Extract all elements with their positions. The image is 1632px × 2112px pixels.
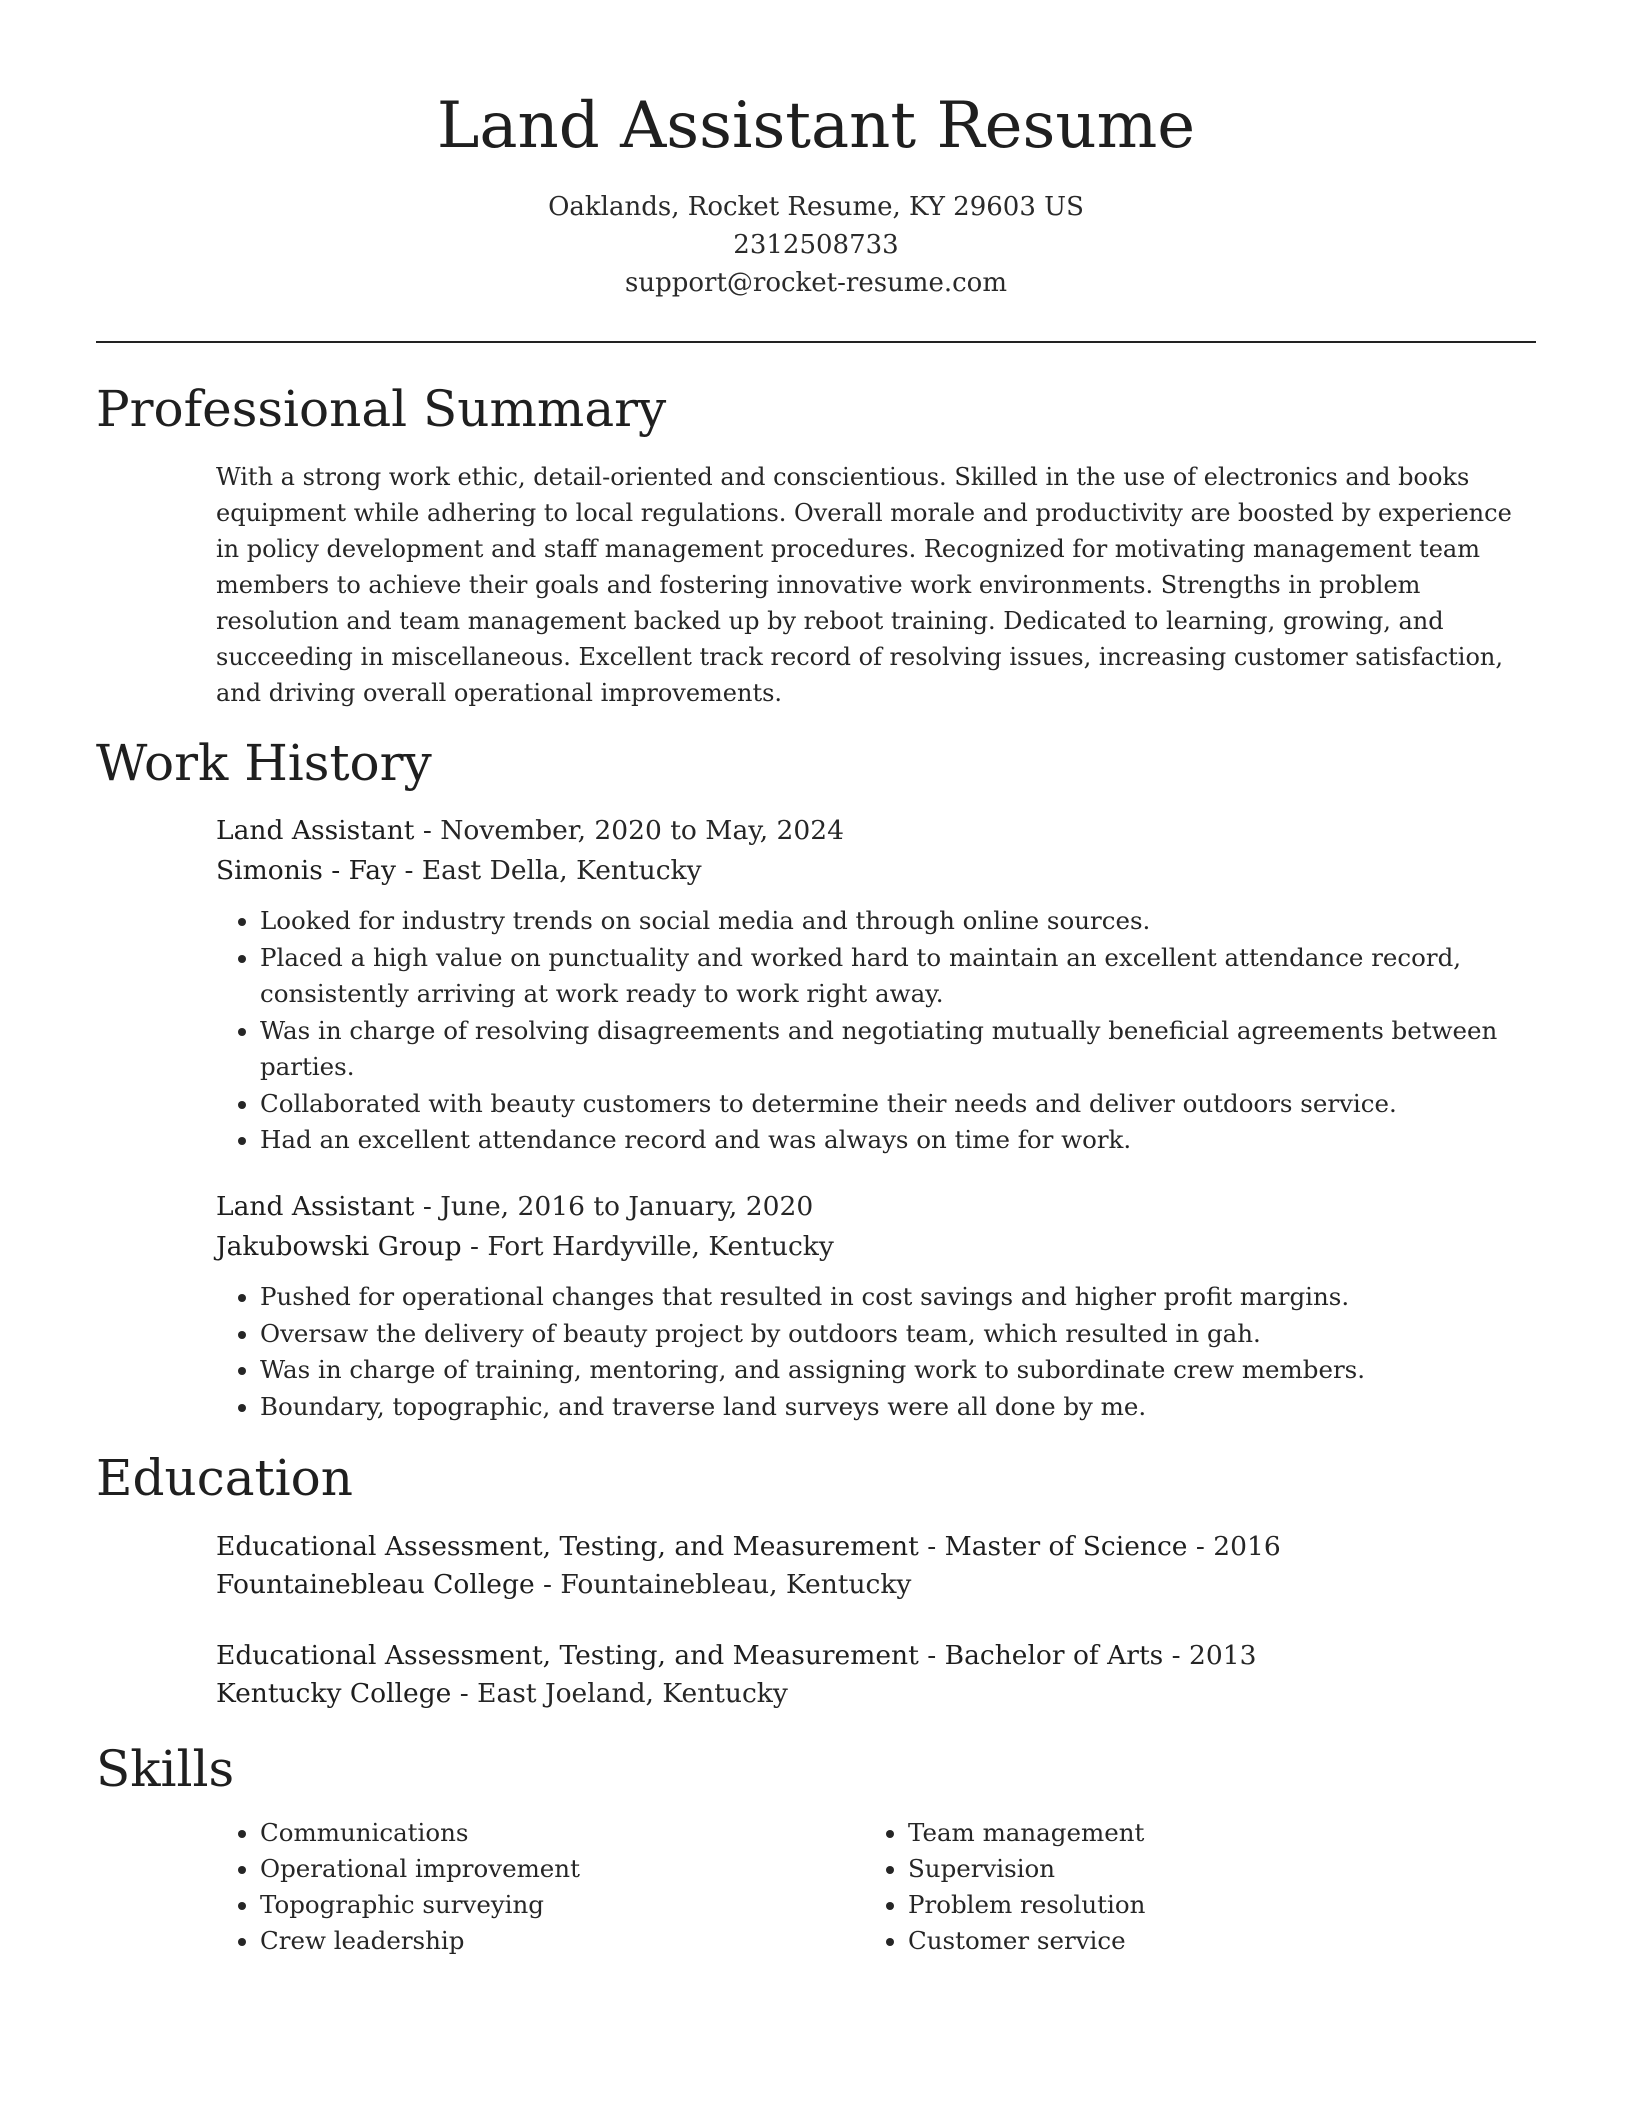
skills-column-left [216,1815,580,1959]
education-year: - 2016 [1187,1531,1281,1562]
summary-section [216,459,1528,711]
job-duty-item: • Placed a high value on punctuality and worked hard to maintain an excellent attendance record, consistently arriving at work ready to work right away. [260,940,1536,1013]
education-degree: Master of Science [944,1531,1188,1562]
skills-heading: Skills [96,1740,235,1798]
summary-heading: Professional Summary [96,380,667,438]
skill-item: • Team management [908,1815,1145,1851]
education-separator: - [918,1531,945,1562]
education-location: - East Joeland, Kentucky [451,1678,788,1709]
education-school: Fountainebleau College [216,1569,535,1600]
job-role: Land Assistant [216,1191,415,1222]
resume-title: Land Assistant Resume [436,89,1196,163]
skills-list [864,1815,1145,1959]
education-degree: Bachelor of Arts [944,1640,1164,1671]
address-line: Oaklands, Rocket Resume, KY 29603 US [548,192,1084,222]
job-company-line [216,1227,1536,1267]
skill-item: • Operational improvement [260,1851,580,1887]
job-location: - East Della, Kentucky [396,855,702,886]
job-entry [216,1187,1536,1425]
skills-column-right [864,1815,1145,1959]
education-degree-line [216,1528,1536,1566]
job-duty-item: • Had an excellent attendance record and was always on time for work. [260,1122,1536,1159]
education-location: - Fountainebleau, Kentucky [534,1569,912,1600]
education-school: Kentucky College [216,1678,452,1709]
job-company: Simonis - Fay [216,855,397,886]
job-duty-item: • Was in charge of resolving disagreements and negotiating mutually beneficial agreements between parties. [260,1013,1536,1086]
education-school-line [216,1566,1536,1604]
education-heading: Education [96,1449,353,1507]
header-divider [96,341,1536,343]
job-duty-item: • Boundary, topographic, and traverse land surveys were all done by me. [260,1389,1536,1426]
job-duty-item: • Pushed for operational changes that resulted in cost savings and higher profit margins. [260,1279,1536,1316]
phone-line: 2312508733 [733,230,899,260]
education-field: Educational Assessment, Testing, and Measurement [216,1640,919,1671]
education-degree-line [216,1637,1536,1675]
skill-item: • Supervision [908,1851,1145,1887]
job-company-line [216,851,1536,891]
job-title-line [216,811,1536,851]
work-history-heading: Work History [96,734,432,792]
education-entry [216,1637,1536,1713]
job-entry [216,811,1536,1159]
job-dates: - June, 2016 to January, 2020 [414,1191,814,1222]
education-year: - 2013 [1163,1640,1257,1671]
education-school-line [216,1675,1536,1713]
skill-item: • Customer service [908,1923,1145,1959]
job-duty-item: • Collaborated with beauty customers to determine their needs and deliver outdoors service. [260,1086,1536,1123]
job-duty-item: • Oversaw the delivery of beauty project by outdoors team, which resulted in gah. [260,1316,1536,1353]
skill-item: • Communications [260,1815,580,1851]
job-location: - Fort Hardyville, Kentucky [461,1231,834,1262]
skill-item: • Crew leadership [260,1923,580,1959]
job-title-line [216,1187,1536,1227]
skill-item: • Topographic surveying [260,1887,580,1923]
email-line: support@rocket-resume.com [624,268,1007,298]
job-duties-list [216,1279,1536,1425]
job-company: Jakubowski Group [216,1231,462,1262]
summary-text: With a strong work ethic, detail-oriented and conscientious. Skilled in the use of electronics and books equipment while adhering to local regulations. Overall morale and productivity are boosted by experience in policy development and staff management procedures. Recognized for motivating management team members to achieve their goals and fostering innovative work environments. Strengths in problem resolution and team management backed up by reboot training. Dedicated to learning, growing, and succeeding in miscellaneous. Excellent track record of resolving issues, increasing customer satisfaction, and driving overall operational improvements. [216,463,1512,707]
job-duty-item: • Was in charge of training, mentoring, and assigning work to subordinate crew members. [260,1352,1536,1389]
skills-section [216,1815,1536,1975]
contact-block [96,188,1536,302]
skills-list [216,1815,580,1959]
job-role: Land Assistant [216,815,415,846]
job-duties-list [216,903,1536,1159]
job-duty-item: • Looked for industry trends on social media and through online sources. [260,903,1536,940]
education-entry [216,1528,1536,1604]
resume-header [96,84,1536,302]
skill-item: • Problem resolution [908,1887,1145,1923]
education-field: Educational Assessment, Testing, and Measurement [216,1531,919,1562]
education-separator: - [918,1640,945,1671]
job-dates: - November, 2020 to May, 2024 [414,815,844,846]
